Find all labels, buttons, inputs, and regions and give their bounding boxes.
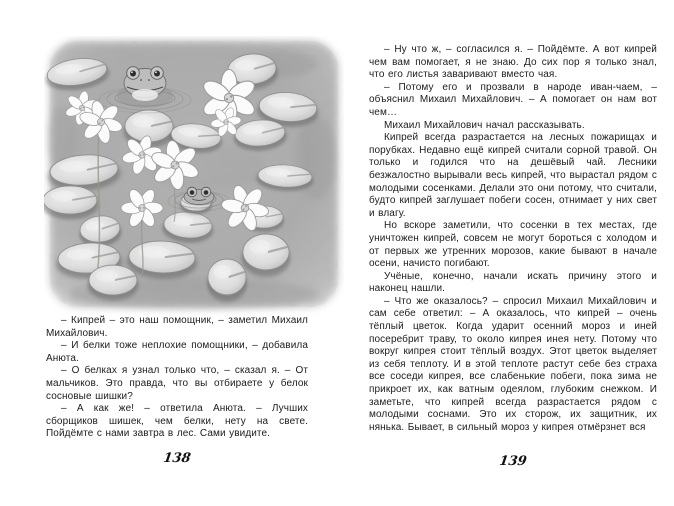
paragraph: – Что же оказалось? – спросил Михаил Михайлович и сам себе ответил: – А оказалось, что кипрей – очень тёплый цветок. Когда ударит осенний мороз и иней посеребрит траву, то около кипрея инея нету. Потому что вокруг кипрея стоит тёплый воздух. Этот цветок выделяет из себя теплоту. И в этой теплоте растут себе без страха все соседи кипрея, все слабенькие побеги, пока зима не прикроет их, как ватным одеялом, глубоким снежком. И заметьте, что кипрей всегда разрастается рядом с молодыми соснами. Это их сторож, их защитник, их нянька. Бывает, в сильный мороз у кипрея отмёрзнет вся bbox=[369, 295, 657, 433]
paragraph: Кипрей всегда разрастается на лесных пожарищах и порубках. Недавно ещё кипрей считали сорной травой. Он только и годился что на дешёвый чай. Лесники безжалостно вырывали весь кипрей, что вырастал рядом с молодыми сосенками. Делали это они потому, что считали, будто кипрей заглушает побеги сосен, отнимает у них свет и влагу. bbox=[369, 132, 657, 219]
left-page-text bbox=[46, 315, 308, 445]
page-number-left: 138 bbox=[162, 451, 192, 466]
paragraph: Но вскоре заметили, что сосенки в тех местах, где уничтожен кипрей, совсем не могут бороться с холодом и от первых же утренних морозов, какие бывают в начале осени, начисто погибают. bbox=[369, 220, 657, 270]
paragraph: – Ну что ж, – согласился я. – Пойдёмте. А вот кипрей чем вам помогает, я не знаю. До сих пор я только знал, что его листья заваривают вместо чая. bbox=[369, 44, 657, 81]
paragraph: Михаил Михайлович начал рассказывать. bbox=[384, 119, 585, 131]
paragraph: – Кипрей – это наш помощник, – заметил Михаил Михайлович. bbox=[46, 315, 308, 339]
paragraph: – А как же! – ответила Анюта. – Лучших сборщиков шишек, чем белки, нету на свете. Пойдёмте с нами завтра в лес. Сами увидите. bbox=[46, 403, 308, 440]
right-page-text bbox=[369, 44, 657, 450]
paragraph: – О белках я узнал только что, – сказал я. – От мальчиков. Это правда, что вы отбираете у белок сосновые шишки? bbox=[46, 365, 308, 402]
pond-illustration bbox=[44, 36, 344, 316]
paragraph: – И белки тоже неплохие помощники, – добавила Анюта. bbox=[46, 340, 308, 364]
paragraph: – Потому его и прозвали в народе иван-чаем, – объяснил Михаил Михайлович. – А помогает он нам вот чем… bbox=[369, 81, 657, 118]
page-number-right: 139 bbox=[498, 454, 528, 469]
paragraph: Учёные, конечно, начали искать причину этого и наконец нашли. bbox=[369, 270, 657, 295]
